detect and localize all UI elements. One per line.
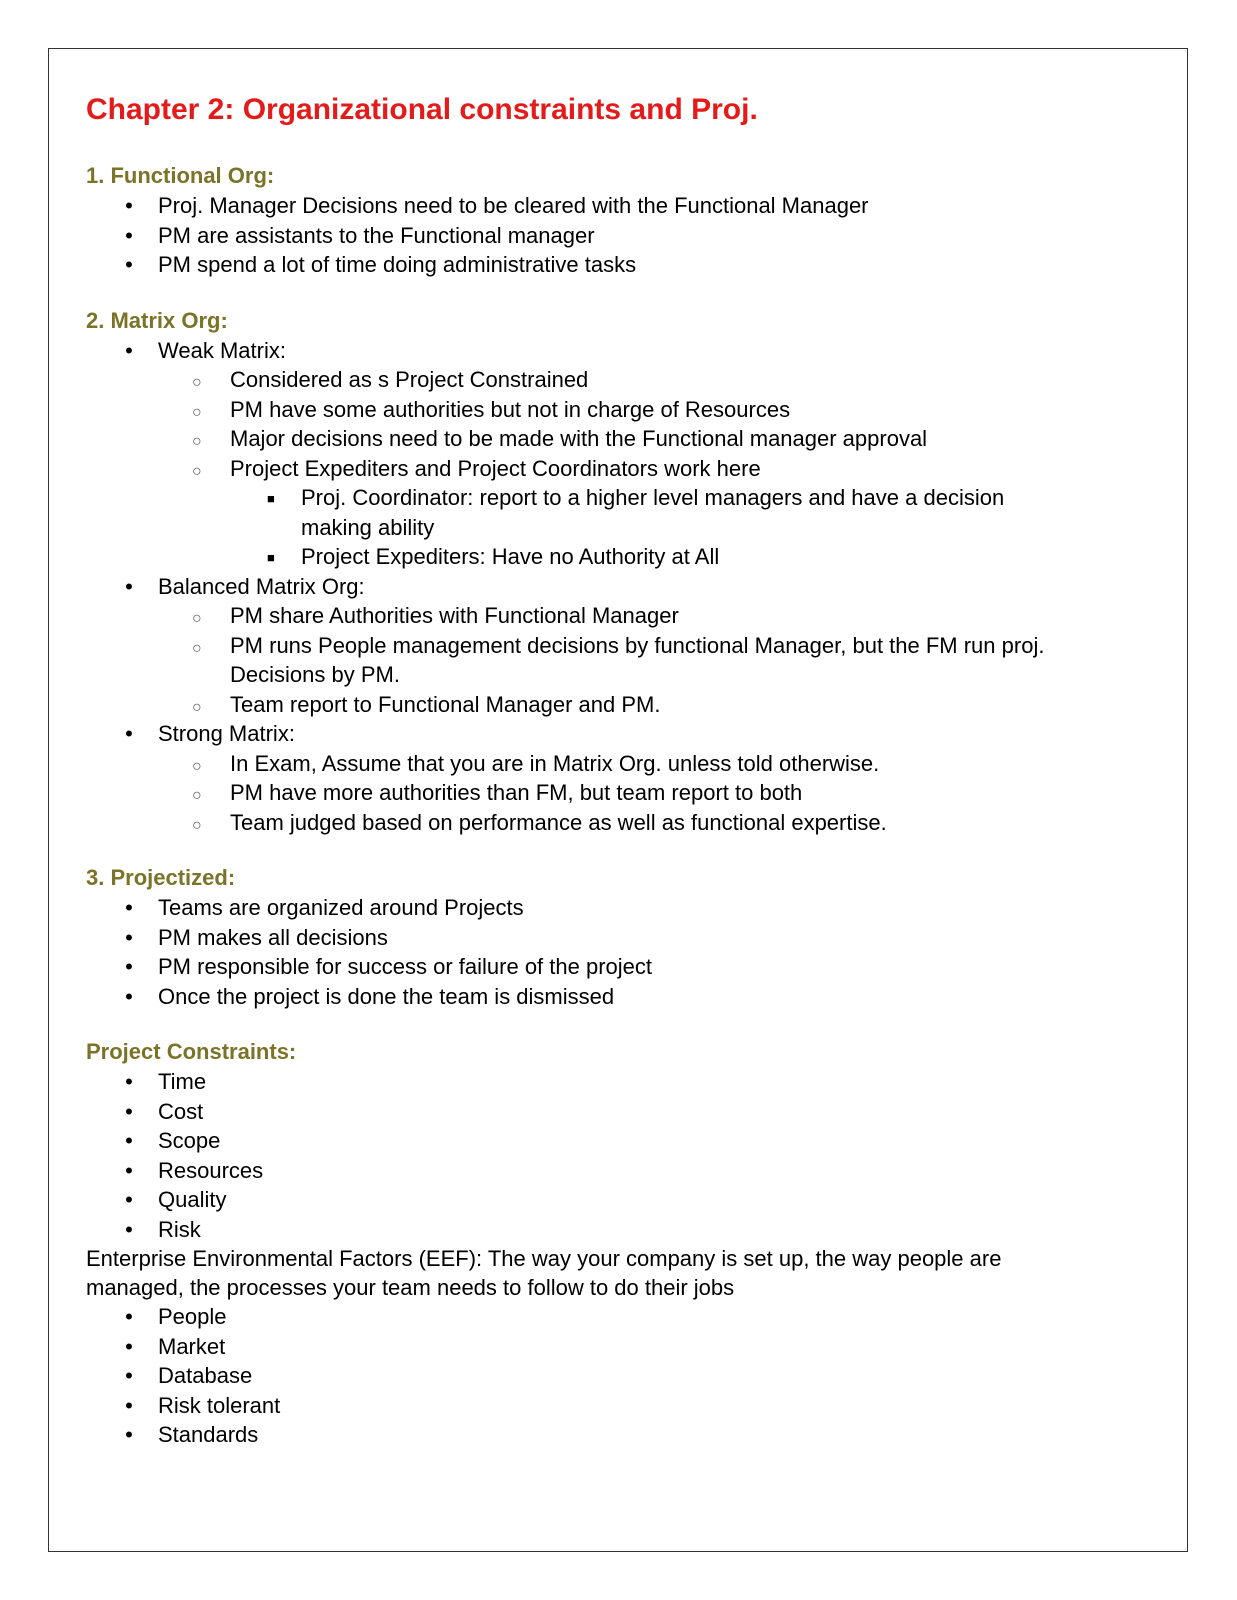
sub-sub-list-item: ■ Project Expediters: Have no Authority at All — [229, 542, 1019, 572]
sub-list-item: ○ PM share Authorities with Functional Manager — [158, 601, 1123, 631]
section-heading: Project Constraints: — [86, 1039, 297, 1064]
bullet-icon: • — [125, 954, 133, 979]
list-item: • Quality — [86, 1185, 1166, 1215]
sub-list-item: ○ Team judged based on performance as well as functional expertise. — [158, 808, 1166, 838]
bullet-list — [86, 336, 1166, 366]
bullet-list — [86, 191, 1166, 280]
section-matrix-org — [86, 306, 1166, 838]
sub-list — [158, 601, 1123, 719]
list-item: • PM responsible for success or failure of the project — [86, 952, 1166, 982]
sub-list — [158, 749, 1166, 838]
bullet-icon: • — [125, 222, 133, 248]
list-item: • Teams are organized around Projects — [86, 893, 1166, 923]
bullet-icon: • — [125, 1098, 133, 1124]
square-bullet-icon: ■ — [267, 491, 275, 506]
sub-list-item: ○ PM have more authorities than FM, but team report to both — [158, 778, 1166, 808]
bullet-icon: • — [125, 573, 133, 599]
bullet-icon: • — [125, 337, 133, 363]
bullet-icon: • — [125, 1333, 133, 1359]
bullet-icon: • — [125, 924, 133, 950]
sub-sub-list-item: ■ Proj. Coordinator: report to a higher level managers and have a decision making ability — [267, 485, 1005, 540]
bullet-list — [86, 572, 1166, 602]
list-item: • Scope — [86, 1126, 1166, 1156]
bullet-list — [86, 719, 1166, 749]
circle-bullet-icon: ○ — [192, 403, 202, 421]
list-item: • PM are assistants to the Functional manager — [86, 221, 1166, 251]
bullet-icon: • — [125, 1187, 133, 1212]
circle-bullet-icon: ○ — [192, 374, 202, 391]
bullet-icon: • — [125, 1422, 133, 1447]
bullet-list — [86, 893, 1166, 1011]
bullet-icon: • — [125, 1363, 133, 1388]
bullet-icon: • — [125, 1304, 133, 1329]
circle-bullet-icon: ○ — [192, 698, 202, 716]
bullet-icon: • — [125, 983, 133, 1009]
document-body — [86, 92, 1166, 1450]
bullet-icon: • — [125, 1069, 133, 1094]
eef-paragraph: Enterprise Environmental Factors (EEF): The way your company is set up, the way people are managed, the processes your team needs to follow to do their jobs — [86, 1246, 1002, 1300]
list-item: • Cost — [86, 1097, 1166, 1127]
bullet-icon: • — [125, 1216, 133, 1242]
circle-bullet-icon: ○ — [192, 462, 202, 480]
sub-list-item: ○ PM runs People management decisions by functional Manager, but the FM run proj. Decisions by PM. — [192, 632, 1045, 687]
square-bullet-icon: ■ — [267, 550, 275, 565]
sub-list-item: ○ Project Expediters and Project Coordinators work here — [158, 454, 1166, 484]
list-item: • PM spend a lot of time doing administrative tasks — [86, 250, 1166, 280]
circle-bullet-icon: ○ — [192, 787, 202, 804]
sub-list-item: ○ PM have some authorities but not in charge of Resources — [158, 395, 1166, 425]
list-item: • Proj. Manager Decisions need to be cleared with the Functional Manager — [86, 191, 1166, 221]
sub-list-item: ○ In Exam, Assume that you are in Matrix Org. unless told otherwise. — [158, 749, 1166, 779]
bullet-icon: • — [125, 1128, 133, 1153]
list-item: • Once the project is done the team is dismissed — [86, 982, 1166, 1012]
section-heading: 3. Projectized: — [86, 865, 236, 890]
list-item: • Risk tolerant — [86, 1391, 1166, 1421]
bullet-icon: • — [125, 895, 133, 920]
list-item: • People — [86, 1302, 1166, 1332]
list-item: • PM makes all decisions — [86, 923, 1166, 953]
list-item: • Risk — [86, 1215, 1166, 1245]
bullet-icon: • — [125, 193, 133, 218]
list-item-balanced-matrix: • Balanced Matrix Org: — [86, 572, 1166, 602]
list-item: • Standards — [86, 1420, 1166, 1450]
sub-list-item: ○ Considered as s Project Constrained — [158, 365, 1166, 395]
list-item: • Time — [86, 1067, 1166, 1097]
bullet-icon: • — [125, 1157, 133, 1183]
chapter-title: Chapter 2: Organizational constraints and Proj. — [86, 93, 758, 126]
list-item: • Database — [86, 1361, 1166, 1391]
list-item: • Market — [86, 1332, 1166, 1362]
sub-sub-list — [229, 483, 1019, 572]
bullet-list — [86, 1067, 1166, 1244]
list-item: • Resources — [86, 1156, 1166, 1186]
circle-bullet-icon: ○ — [192, 433, 202, 450]
bullet-icon: • — [125, 252, 133, 277]
circle-bullet-icon: ○ — [192, 610, 202, 627]
circle-bullet-icon: ○ — [192, 757, 202, 775]
circle-bullet-icon: ○ — [192, 816, 202, 834]
sub-list-item: ○ Team report to Functional Manager and PM. — [158, 690, 1123, 720]
sub-list — [158, 365, 1166, 483]
section-project-constraints — [86, 1037, 1166, 1450]
circle-bullet-icon: ○ — [192, 639, 202, 657]
section-heading: 2. Matrix Org: — [86, 307, 228, 333]
section-functional-org — [86, 161, 1166, 280]
list-item-strong-matrix: • Strong Matrix: — [86, 719, 1166, 749]
section-heading: 1. Functional Org: — [86, 163, 275, 188]
list-item-weak-matrix: • Weak Matrix: — [86, 336, 1166, 366]
bullet-icon: • — [125, 1392, 133, 1418]
sub-list-item: ○ Major decisions need to be made with the Functional manager approval — [158, 424, 1166, 454]
bullet-icon: • — [125, 721, 133, 746]
bullet-list — [86, 1302, 1166, 1450]
section-projectized — [86, 863, 1166, 1011]
